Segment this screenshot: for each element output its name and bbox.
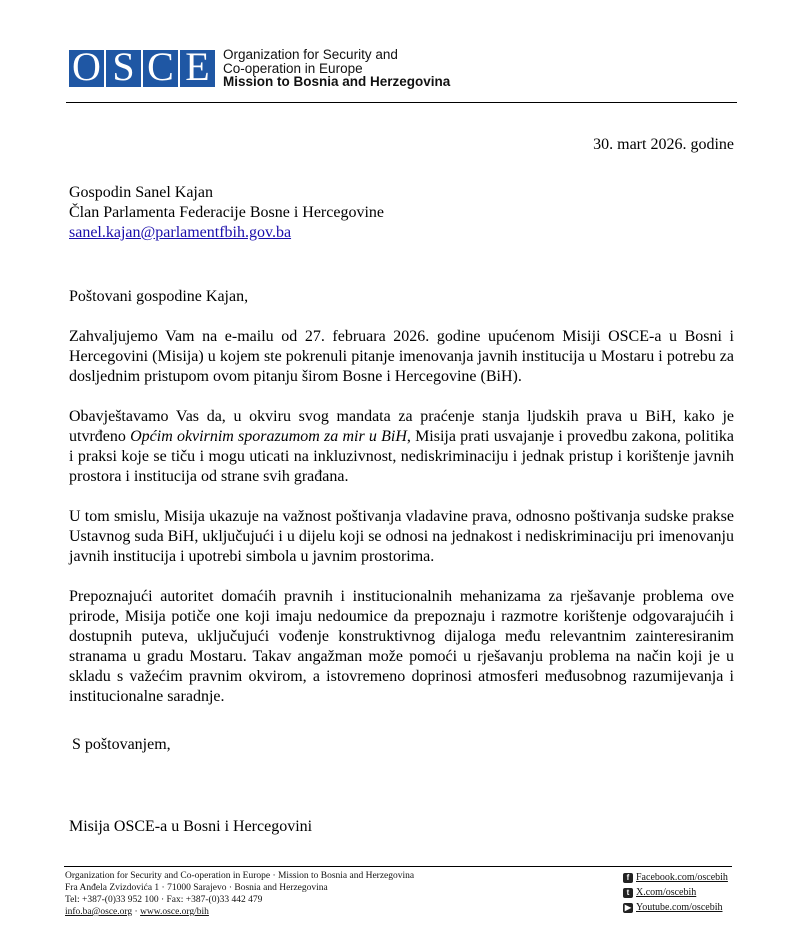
footer-email-link[interactable]: info.ba@osce.org [65, 907, 133, 917]
footer-social-links [623, 870, 728, 915]
youtube-link[interactable]: Youtube.com/oscebih [636, 902, 723, 913]
paragraph-2 [69, 407, 734, 487]
salutation: Poštovani gospodine Kajan, [69, 288, 249, 305]
footer-line-4 [65, 906, 414, 918]
paragraph-3: U tom smislu, Misija ukazuje na važnost poštivanja vladavine prava, odnosno poštivanja sudske prakse Ustavnog suda BiH, uključujući i u dijelu koji se odnosi na jednakost i nediskriminaciju pri imenovanju javnih institucija i upotrebi simbola u javnim prostorima. [69, 508, 734, 565]
signature: Misija OSCE-a u Bosni i Hercegovini [69, 818, 313, 835]
osce-logo [69, 43, 451, 89]
social-row-youtube [623, 900, 728, 915]
recipient-name: Gospodin Sanel Kajan [69, 184, 213, 201]
footer-line-2: Fra Anđela Zvizdovića 1 · 71000 Sarajevo · Bosnia and Herzegovina [65, 883, 328, 893]
recipient-email-link[interactable]: sanel.kajan@parlamentfbih.gov.ba [69, 224, 292, 241]
footer-line-3: Tel: +387-(0)33 952 100 · Fax: +387-(0)33 442 479 [65, 895, 263, 905]
logo-letter-c: C [143, 50, 178, 87]
osce-logo-mark [69, 43, 215, 89]
org-line-3: Mission to Bosnia and Herzegovina [223, 74, 451, 89]
facebook-icon: f [623, 873, 633, 883]
recipient-block [69, 183, 384, 243]
logo-letter-s: S [106, 50, 141, 87]
paragraph-2-italic: Općim okvirnim sporazumom za mir u BiH [130, 428, 407, 445]
footer-website-link[interactable]: www.osce.org/bih [140, 907, 209, 917]
x-twitter-icon: t [623, 888, 633, 898]
footer-line-1: Organization for Security and Co-operation in Europe · Mission to Bosnia and Herzegovina [65, 871, 415, 881]
paragraph-4: Prepoznajući autoritet domaćih pravnih i institucionalnih mehanizama za rješavanje problema ove prirode, Misija potiče one koji imaju nedoumice da prepoznaju i razmotre korištenje odgovarajućih i dostupnih puteva, uključujući vođenje konstruktivnog dijaloga među relevantnim zainteresiranim stranama u gradu Mostaru. Takav angažman može pomoći u rješavanju problema na način koji je u skladu s važećim pravnim okvirom, a istovremeno doprinosi atmosferi međusobnog razumijevanja i institucionalne saradnje. [69, 588, 734, 705]
youtube-icon: ▶ [624, 902, 632, 912]
logo-letter-e: E [180, 50, 215, 87]
footer-divider [64, 866, 732, 867]
paragraph-1: Zahvaljujemo Vam na e-mailu od 27. februara 2026. godine upućenom Misiji OSCE-a u Bosni i Hercegovini (Misija) u kojem ste pokrenuli pitanje imenovanja javnih institucija u Mostaru i potrebu za dosljednim pristupom ovom pitanju širom Bosne i Hercegovine (BiH). [69, 328, 734, 385]
social-row-facebook [623, 870, 728, 885]
paragraph-2-text-a: Obavještavamo Vas da, u okviru svog mandata za praćenje stanja ljudskih prava u BiH, kako je utvrđeno [69, 408, 734, 445]
footer-separator: · [132, 907, 141, 917]
facebook-link[interactable]: Facebook.com/oscebih [636, 872, 728, 883]
org-line-1: Organization for Security and [223, 47, 398, 62]
letter-body [69, 287, 734, 727]
social-row-x [623, 885, 728, 900]
paragraph-2-text-b: , Misija prati usvajanje i provedbu zakona, politika i praksi koje se tiču i mogu uticati na inkluzivnost, nediskriminaciju i jednak pristup i korištenje javnih prostora i institucija od strane svih građana. [69, 428, 735, 485]
org-line-2: Co-operation in Europe [223, 60, 363, 76]
x-link[interactable]: X.com/oscebih [636, 887, 697, 898]
recipient-title: Član Parlamenta Federacije Bosne i Hercegovine [69, 204, 384, 221]
closing: S poštovanjem, [72, 736, 171, 753]
header-divider [66, 102, 737, 103]
footer-contact [65, 870, 414, 918]
logo-letter-o: O [69, 50, 104, 87]
letter-date: 30. mart 2026. godine [593, 136, 734, 153]
organization-name [223, 48, 450, 89]
